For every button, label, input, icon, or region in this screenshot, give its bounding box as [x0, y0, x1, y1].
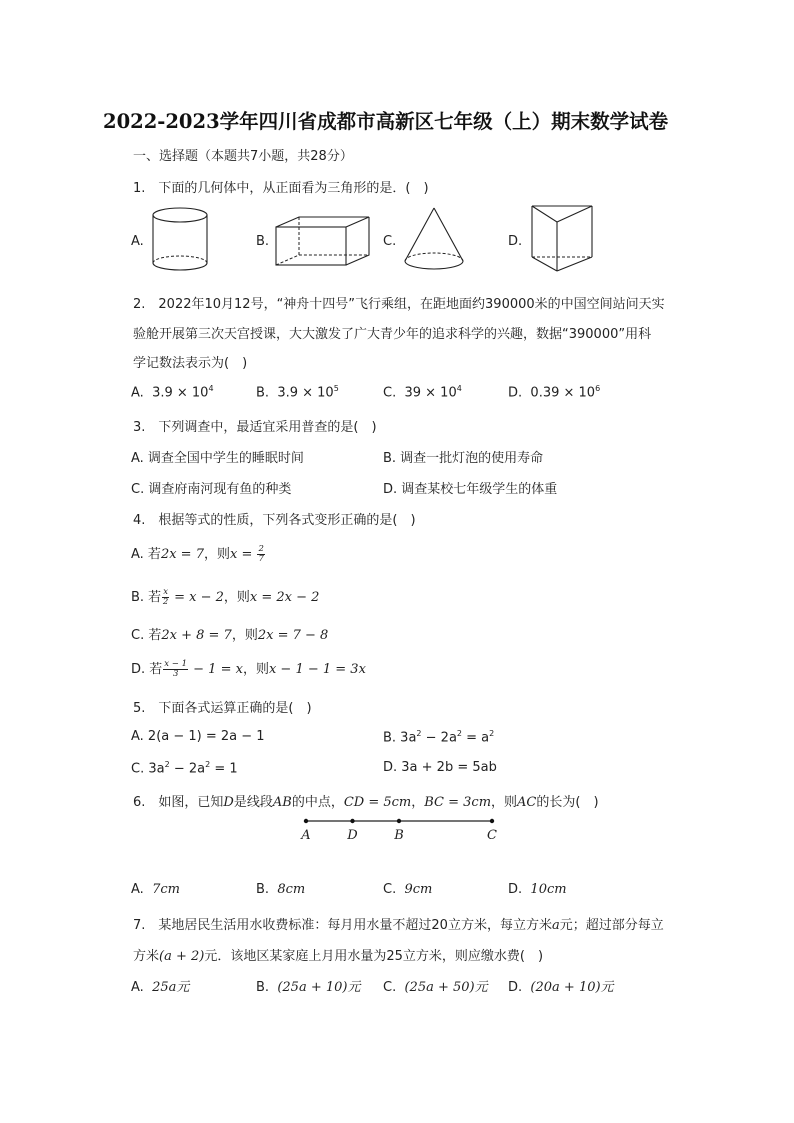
question-6-stem: 6. 如图，已知D是线段AB的中点，CD = 5cm，BC = 3cm，则AC的长为( ): [133, 795, 599, 810]
question-7-line-2: 方米(a + 2)元．该地区某家庭上月用水量为25立方米，则应缴水费( ): [133, 949, 544, 964]
q7-option-d[interactable]: D. (20a + 10)元: [508, 980, 614, 995]
q1-option-b[interactable]: B.: [256, 234, 270, 249]
point-c-label: C: [487, 828, 497, 843]
q4-option-d[interactable]: D. 若 $\frac{x - 1}{3}$ − 1 = x，则x − 1 − 1 = 3x: [131, 659, 366, 679]
question-3-stem: 3. 下列调查中，最适宜采用普查的是( ): [133, 420, 377, 435]
question-7-line-1: 7. 某地居民生活用水收费标准：每月用水量不超过20立方米，每立方米a元；超过部分每立: [133, 918, 664, 933]
q7-option-c[interactable]: C. (25a + 50)元: [383, 980, 488, 995]
q3-option-c[interactable]: C. 调查府南河现有鱼的种类: [131, 482, 292, 497]
q4-option-b[interactable]: B. 若 $\frac{x}{2}$ = x − 2，则x = 2x − 2: [131, 587, 320, 607]
point-a-dot: [304, 819, 308, 823]
point-b-label: B: [394, 828, 404, 843]
q1-option-a[interactable]: A.: [131, 234, 144, 249]
q3-option-a[interactable]: A. 调查全国中学生的睡眠时间: [131, 451, 304, 466]
q6-option-c[interactable]: C. 9cm: [383, 882, 433, 897]
q6-option-a[interactable]: A. 7cm: [131, 882, 180, 897]
point-a-label: A: [301, 828, 311, 843]
q3-option-d[interactable]: D. 调查某校七年级学生的体重: [383, 482, 558, 497]
question-2-line-1: 2. 2022年10月12号，“神舟十四号”飞行乘组，在距地面约390000米的中国空间站问天实: [133, 297, 665, 312]
question-1-stem: 1. 下面的几何体中，从正面看为三角形的是．( ): [133, 181, 429, 196]
point-c-dot: [490, 819, 494, 823]
q5-option-a[interactable]: A. 2(a − 1) = 2a − 1: [131, 729, 265, 744]
q2-option-a[interactable]: A. $3.9 \times 10^4$: [131, 384, 214, 401]
q3-option-b[interactable]: B. 调查一批灯泡的使用寿命: [383, 451, 544, 466]
point-d-dot: [350, 819, 354, 823]
section-heading: 一、选择题（本题共7小题，共28分）: [133, 149, 353, 164]
point-b-dot: [397, 819, 401, 823]
question-5-stem: 5. 下面各式运算正确的是( ): [133, 701, 312, 716]
q2-option-d[interactable]: D. $0.39 \times 10^6$: [508, 384, 601, 401]
page-title: 2022-2023学年四川省成都市高新区七年级（上）期末数学试卷: [103, 110, 669, 133]
q1-option-c[interactable]: C.: [383, 234, 397, 249]
q5-option-d[interactable]: D. 3a + 2b = 5ab: [383, 760, 497, 775]
q4-option-a[interactable]: A. 若2x = 7，则x = $\frac{2}{7}$: [131, 544, 264, 564]
q6-option-b[interactable]: B. 8cm: [256, 882, 306, 897]
question-2-line-2: 验舱开展第三次天宫授课，大大激发了广大青少年的追求科学的兴趣，数据“390000”用科: [133, 327, 652, 342]
question-2-line-3: 学记数法表示为( ): [133, 356, 248, 371]
q5-option-b[interactable]: B. $3a^2 - 2a^2 = a^2$: [383, 729, 495, 746]
q2-option-b[interactable]: B. $3.9 \times 10^5$: [256, 384, 339, 401]
q7-option-a[interactable]: A. 25a元: [131, 980, 190, 995]
q5-option-c[interactable]: C. $3a^2 - 2a^2 = 1$: [131, 760, 238, 777]
question-4-stem: 4. 根据等式的性质，下列各式变形正确的是( ): [133, 513, 416, 528]
q4-option-c[interactable]: C. 若2x + 8 = 7，则2x = 7 − 8: [131, 628, 329, 643]
point-d-label: D: [347, 828, 358, 843]
q7-option-b[interactable]: B. (25a + 10)元: [256, 980, 361, 995]
q1-option-d[interactable]: D.: [508, 234, 523, 249]
q2-option-c[interactable]: C. $39 \times 10^4$: [383, 384, 462, 401]
q6-option-d[interactable]: D. 10cm: [508, 882, 567, 897]
